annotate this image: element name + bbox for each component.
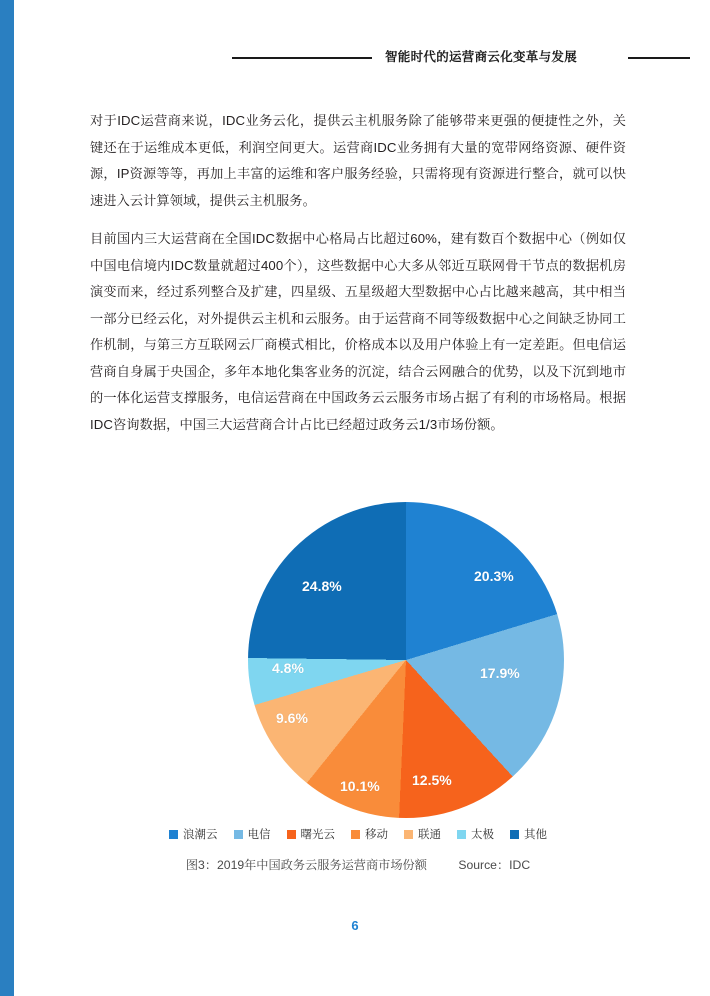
legend-item-3 [351,826,388,842]
header-rule-right [628,57,690,59]
legend-label-1: 电信 [247,829,271,841]
chart-legend [90,826,626,842]
legend-swatch-6 [510,830,519,839]
legend-label-4: 联通 [418,829,441,841]
figure-source: Source：IDC [458,858,531,872]
pie-slice-label-5: 4.8% [272,660,304,676]
legend-item-4 [404,826,441,842]
figure-caption-text: 图3：2019年中国政务云服务运营商市场份额 [185,858,427,872]
paragraph-2: 目前国内三大运营商在全国IDC数据中心格局占比超过60%，建有数百个数据中心（例如仅中国电信境内IDC数量就超过400个），这些数据中心大多从邻近互联网骨干节点的数据机房演变而来，经过系列整合及扩建，四星级、五星级超大型数据中心占比越来越高，其中相当一部分已经云化，对外提供云主机和云服务。由于运营商不同等级数据中心之间缺乏协同工作机制，与第三方互联网云厂商模式相比，价格成本以及用户体验上有一定差距。但电信运营商自身属于央国企，多年本地化集客业务的沉淀，结合云网融合的优势，以及下沉到地市的一体化运营支撑服务，电信运营商在中国政务云云服务市场占据了有利的市场格局。根据IDC咨询数据，中国三大运营商合计占比已经超过政务云1/3市场份额。 [90,231,626,432]
page-accent-bar [0,0,14,996]
pie-slice-label-0: 20.3% [474,568,514,584]
legend-label-5: 太极 [471,829,494,841]
figure-caption [90,856,626,873]
legend-label-0: 浪潮云 [183,829,218,841]
page-number: 6 [351,918,359,933]
legend-item-0 [169,826,218,842]
legend-swatch-4 [404,830,413,839]
pie-slice-label-2: 12.5% [412,772,452,788]
page-accent-bar-inner [14,0,18,996]
legend-swatch-2 [287,830,296,839]
legend-item-5 [457,826,494,842]
body-content [90,108,626,450]
legend-label-3: 移动 [365,829,388,841]
legend-swatch-3 [351,830,360,839]
legend-label-2: 曙光云 [300,829,335,841]
pie-chart-figure [90,500,626,872]
header-rule-left [232,57,372,59]
pie-slice-label-6: 24.8% [302,578,342,594]
legend-label-6: 其他 [524,829,547,841]
page-header [0,42,710,72]
paragraph-1: 对于IDC运营商来说，IDC业务云化，提供云主机服务除了能够带来更强的便捷性之外，关键还在于运维成本更低，利润空间更大。运营商IDC业务拥有大量的宽带网络资源、硬件资源，IP资源等等，再加上丰富的运维和客户服务经验，只需将现有资源进行整合，就可以快速进入云计算领域，提供云主机服务。 [90,113,626,208]
pie-slice-label-1: 17.9% [480,665,520,681]
pie-slice-label-3: 10.1% [340,778,380,794]
legend-swatch-0 [169,830,178,839]
legend-item-1 [234,826,271,842]
legend-swatch-5 [457,830,466,839]
pie-slice-label-4: 9.6% [276,710,308,726]
legend-item-6 [510,826,547,842]
legend-item-2 [287,826,336,842]
page-title: 智能时代的运营商云化变革与发展 [385,50,578,64]
pie-chart [90,500,626,820]
legend-swatch-1 [234,830,243,839]
